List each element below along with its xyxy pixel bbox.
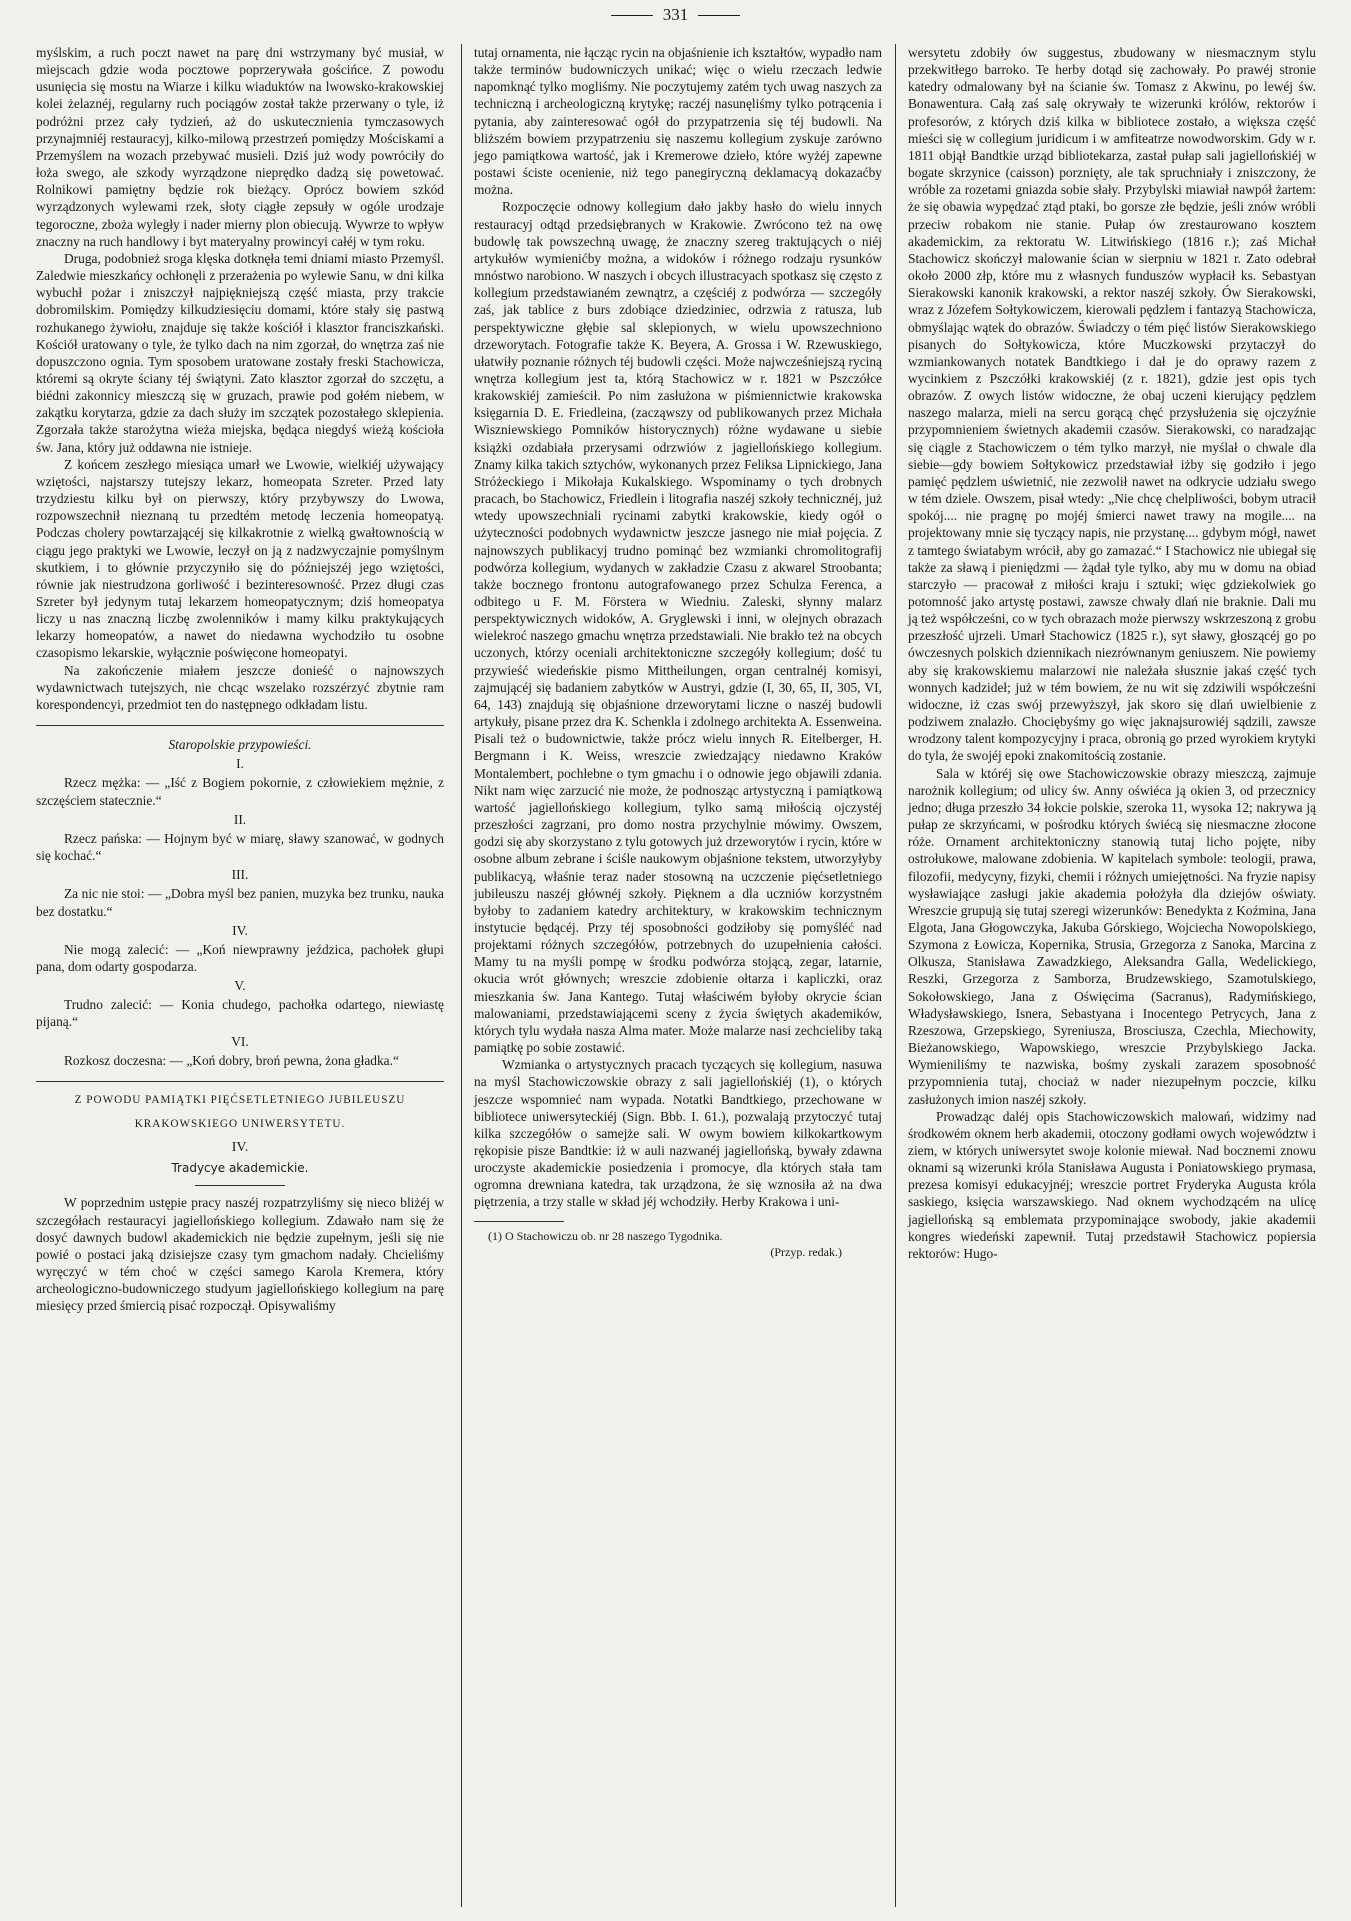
proverb-number: II. — [233, 811, 247, 827]
paragraph: Prowadząc daléj opis Stachowiczowskich malowań, widzimy nad środkowém oknem herb akademii, otoczony godłami owych województw i ziem, w których uniwersytet swoje kolonie miewał. Nad bocznemi znowu oknami są wizerunki króla Stanisława Augusta i Poniatowskiego prymasa, prezesa komisyi edukacyjnéj; wreszcie portret Fryderyka Augusta króla saskiego, księcia warszawskiego. Nad oknem wychodzącém na ulicę jagiellońską są emblemata przypominające swobody, jakie akademii kongres wiedeński zapewnił. Tutaj przedstawił Stachowicz popiersia rektorów: Hugo- — [908, 1108, 1316, 1261]
header-rule-left — [611, 15, 653, 16]
paragraph: W poprzednim ustępie pracy naszéj rozpatrzyliśmy się nieco bliżéj w szczegółach restauracyi jagiellońskiego kollegium. Zdawało nam się że dosyć dawnych budowl akademickich nie będzie zupełnym, jeśli się nie powié o postaci jaką dzisiejsze czasy tym gmachom nadały. Chcieliśmy wyręczyć w tém choć w części samego Karola Kremera, który archeologiczno-budowniczego studyum jagiellońskiego kollegium na parę miesięcy przed śmiercią pisać rozpoczął. Opisywaliśmy — [36, 1195, 444, 1314]
proverb-text: Rzecz pańska: — Hojnym być w miarę, sławy szanować, w godnych się kochać.“ — [36, 830, 444, 864]
paragraph: Z końcem zeszłego miesiąca umarł we Lwowie, wielkiéj używający wziętości, najstarszy tutejszy lekarz, homeopata Szreter. Przed laty trzydziestu kilku był on pierwszy, który przybywszy do Lwowa, rozpowszechnił nieznaną tu przedtém metodę leczenia homeopatyą. Podczas cholery powtarzającéj się kilkakrotnie z wielką gwałtownością w ciągu jego praktyki we Lwowie, leczył on ją z nadzwyczajnie pomyślnym skutkiem, i to głównie przyczyniło się do późniejszéj jego wziętości, równie jak niestrudzona gorliwość i bezinteresowność. Przez długi czas Szreter był jedynym tutaj lekarzem homeopatycznym; dziś homeopatya liczy u nas znaczną liczbę zwolenników i mamy kilku praktykujących lekarzy homeopatów, a nawet do niedawna wychodziło tu osobne czasopismo lekarskie, wyłącznie poświęcone homeopatyi. — [36, 456, 444, 661]
header-rule-right — [698, 15, 740, 16]
proverb-number: III. — [231, 867, 249, 883]
paragraph: Wzmianka o artystycznych pracach tyczących się kollegium, nasuwa na myśl Stachowiczowskie obrazy z sali jagiellońskiéj (1), o których jeszcze wspomnieć nam wypada. Notatki Bandtkiego, przechowane w bibliotece uniwersyteckiéj (Sign. Bbb. I. 61.), pozwalają przytoczyć tutaj kilka szczegółów o samejże sali. W owym bowiem kilkokartkowym rękopisie pisze Bandtkie: iż w auli nazwanéj jagiellońską, bywały zdawna uroczyste akademickie posiedzenia i promocye, dla których stała tam ogromna drewniana katedra, tak urządzona, że się wznosiła aż na dwa piętrzenia, a trzy stalle w skład jéj wchodziły. Herby Krakowa i uni- — [474, 1057, 882, 1210]
proverb-text: Trudno zalecić: — Konia chudego, pachołka odartego, niewiastę pijaną.“ — [36, 997, 444, 1030]
jubilee-topic: Tradycye akademickie. — [171, 1161, 309, 1176]
page-header — [0, 4, 1351, 26]
page-number: 331 — [662, 5, 689, 24]
paragraph: wersytetu zdobiły ów suggestus, zbudowany w niesmacznym stylu przekwitłego barroko. Te herby dotąd się zachowały. Po prawéj stronie katedry odmalowany był na ścianie św. Tomasz z Akwinu, po lewéj św. Bonawentura. Całą zaś salę okrywały te wizerunki królów, rektorów i profesorów, z których dziś kilka w bibliotece zostało, a większa część mieści się w collegium juridicum i w amfiteatrze nowodworskim. Gdy w r. 1811 objął Bandtkie urząd bibliotekarza, zastał pułap sali jagiellońskiéj w bogate skrzynice (caisson) porznięty, ale tak spruchniały i zniszczony, że wróble za rozetami gniazda sobie słały. Przybylski miawiał nawpół żartem: że się obawia wypędzać ztąd ptaki, bo gorsze złe będzie, jeśli znów wróbli przeciw robakom nie stanie. Pułap ów zrestaurowano kosztem akademickim, za rektoratu W. Litwińskiego (1816 r.); zaś Michał Stachowicz skończył malowanie ścian w sierpniu w 1821 r. Zato odebrał około 2000 złp, które mu z własnych funduszów wypłacił ks. Sebastyan Sierakowski kanonik krakowski, a rektor naszéj szkoły. Ów Sierakowski, wraz z Józefem Sołtykowiczem, kierowali pędzlem i fantazyą Stachowicza, obmyślając wątek do obrazów. Świadczy o tém pięć listów Sierakowskiego pisanych do Sołtykowicza, które Muczkowski przytaczył do wzmiankowanych notatek Bandtkiego i dał je do oprawy razem z wycinkiem z Pszczółki krakowskiéj (z r. 1821), gdzie jest opis tych obrazów. Z owych listów widoczne, że obaj uczeni kierujący pędzlem naszego malarza, mieli na sercu gorącą chęć przysłużenia się ojczyźnie przypomnieniem świetnych akademii czasów. Sierakowski, co naradzając się ciągle z Stachowiczem o tém tylko marzył, nie myślał o chwale dla siebie—gdy bowiem Sołtykowicz przedstawiał iżby się godziło i jego pamięć pędzlem uświetnić, nie zezwolił nawet na odkrycie udziału swego w tém dziele. Owszem, pisał wtedy: „Nie chcę chelpliwości, bobym utracił spokój.... nie pragnę po mojéj śmierci nawet trawy na mogile.... na projektowany mnie się tyczący napis, nie przystanę.... gdybym mógł, nawet z tamtego światabym wrócił, aby go zamazać.“ I Stachowicz nie ubiegał się także za sławą i pieniędzmi — żądał tyle tylko, aby mu w domu na obiad starczyło — pracował z miłości kraju i sztuki; więc gdziekolwiek go potomność jako artystę postawi, zawsze chwały dlań nie braknie. Dali mu ją też współcześni, co w tych obrazach może pierwszy wskrzeszoną z grobu przeszłość ujrzeli. Umarł Stachowicz (1825 r.), syt sławy, głoszącéj go po ówczesnych polskich dziennikach niezrównanym geniuszem. Nie powiemy aby się krakowskiemu malarzowi nie należała słusznie jakaś część tych wonnych kadzideł; już w tém bowiem, że nu wit się zdziwili współcześni widoczne, iż czas swój przewyższył, jak skoro się dlań uwielbienie z podziwem znalazło. Chociębyśmy go więc jaknajsurowiéj sądzili, zawsze wrodzony talent kompozycyjny i praca, obronią go przed wyrokiem krytyki do tyla, że swojéj epoki znakomitością zostanie. — [908, 45, 1316, 764]
jubilee-subtitle: KRAKOWSKIEGO UNIWERSYTETU. — [134, 1117, 346, 1130]
title-rule — [195, 1185, 285, 1186]
column-divider — [461, 44, 462, 1907]
paragraph: Druga, podobnież sroga klęska dotknęła temi dniami miasto Przemyśl. Zaledwie mieszkańcy ochłonęli z przerażenia po wylewie Sanu, w dni kilka wybuchł pożar i zniszczył najpiękniejszą część miasta, przy trakcie dobromilskim. Pomiędzy kilkudziesięciu domami, które stały się pastwą rozhukanego żywiołu, znajduje się także kościół i klasztor franciszkański. Kościół uratowany o tyle, że tylko dach na nim zgorzał, do wnętrza zaś nie dopuszczono ognia. Tym sposobem uratowane zostały freski Stachowicza, któremi są okryte ściany téj świątyni. Zato klasztor zgorzał do szczętu, a biédni zakonnicy mieszczą się w gruzach, prawie pod gołém niebem, w zakątku korytarza, gdzie za dach służy im szczątek pozostałego sklepienia. Zgorzała także starożytna wieża miejska, będąca niegdyś wieżą kościoła św. Jana, który już oddawna nie istnieje. — [36, 250, 444, 455]
paragraph: tutaj ornamenta, nie łącząc rycin na objaśnienie ich kształtów, wypadło nam także terminów budowniczych unikać; więc o wielu rzeczach ledwie napomknąć tylko mogliśmy. Nie poczytujemy zatém tych uwag naszych za techniczną i archeologiczną krytykę; raczéj nasunęliśmy tylko potrącenia i pytania, aby zainteresować ogół do przypatrzenia się téj budowli. Na bliższém bowiem przypatrzeniu się naszemu kollegium zyskuje zarówno jego pamiątkowa wartość, jak i Kremerowe dzieło, które wyżéj zapewne postawi ściste ocenienie, niż tego panegiryczną deklamacyą dokazaćby można. — [474, 45, 882, 198]
jubilee-title: Z POWODU PAMIĄTKI PIĘĆSETLETNIEGO JUBILEUSZU — [74, 1093, 406, 1106]
proverbs-title: Staropolskie przypowieści. — [168, 737, 312, 753]
proverb-list — [36, 755, 444, 1069]
proverb-number: IV. — [232, 922, 248, 938]
column-divider — [895, 44, 896, 1907]
paragraph: Sala w któréj się owe Stachowiczowskie obrazy mieszczą, zajmuje narożnik kollegium; od ulicy św. Anny oświéca ją okien 3, od przecznicy jedno; długa przeszło 34 łokcie polskie, szeroka 11, wysoka 12; nakrywa ją pułap ze skrzyńcami, w pośrodku których świécą się niesmaczne złocone róże. Ornament architektoniczny stanowią tutaj licho pojęte, niby ostrołukowe, malowane zdobienia. W kapitelach symbole: teologii, prawa, filozofii, medycyny, fizyki, chemii i różnych umiejętności. Na fryzie napisy wysławiające zasługi jakie akademia położyła dla dziejów oświaty. Wreszcie grupują się tutaj szeregi wizerunków: Benedykta z Koźmina, Jana Elgota, Jana Głogowczyka, Jakuba Górskiego, Wojciecha Nowopolskiego, Szymona z Łowicza, Kopernika, Strusia, Grzegorza z Sanoka, Marcina z Olkusza, Stanisława Zawadzkiego, Aleksandra Galla, Wedelickiego, Reszki, Grzegorza z Samborza, Brudzewskiego, Szamotulskiego, Sokołowskiego, Jana z Oświęcima (Sacranus), Radymińskiego, Władysławskiego, Isnera, Sebastyana i Inocentego Petrycych, Jana z Rzeszowa, Grzepskiego, Syreniusza, Brosciusza, Czechla, Miechowity, Bieżanowskiego, Wapowskiego, wreszcie Przybylskiego Jacka. Wymieniliśmy te nazwiska, bośmy zyskali zarazem sposobność przypomnienia tutaj, chociaż w nader niezupełnym poczcie, kilku zasłużonych imion naszéj szkoły. — [908, 765, 1316, 1107]
footnote: (1) O Stachowiczu ob. nr 28 naszego Tygodnika. — [488, 1228, 723, 1243]
paragraph: Na zakończenie miałem jeszcze donieść o najnowszych wydawnictwach tutejszych, nie chcąc wszelako rozszérzyć zbytnie ram korespondencyi, przedmiot ten do następnego odkładam listu. — [36, 662, 444, 712]
section-divider — [36, 1081, 444, 1082]
proverb-text: Rzecz mężka: — „Iść z Bogiem pokornie, z człowiekiem mężnie, z szczęściem statecznie.“ — [36, 775, 444, 808]
column-3 — [908, 44, 1316, 1262]
footnote-signature: (Przyp. redak.) — [770, 1244, 842, 1259]
column-2 — [474, 44, 882, 1261]
paragraph: myślskim, a ruch poczt nawet na parę dni wstrzymany być musiał, w miejscach gdzie woda pocztowe poprzerywała gościńce. Z powodu usunięcia się mostu na Wiarze i kilku wiaduktów na lwowsko-krakowskiej kolei żelaznéj, regularny ruch pociągów został także przerwany o tyle, iż podróżni przez cały tydzień, aż do uskutecznienia tymczasowych przynajmniéj restauracyj, kilko-milową przestrzeń pomiędzy Mościskami a Przemyślem na wozach przebywać musieli. Dziś już wody powróciły do łoża swego, ale szkody wyrządzone nieprędko dadzą się powetować. Rolnikowi pamiętny będzie rok bieżący. Oprócz bowiem szkód wyrządzonych wylewami rzek, słoty ciągłe zepsuły w ogóle urodzaje tegoroczne, zboża wyległy i nader mierny plon obiecują. Wywrze to wpływ znaczny na ruch handlowy i byt materyalny prowincyi całéj w tym roku. — [36, 45, 444, 249]
jubilee-part-number: IV. — [231, 1140, 249, 1156]
column-1 — [36, 44, 444, 1314]
proverb-text: Nie mogą zalecić: — „Koń niewprawny jeździca, pachołek głupi pana, dom odarty gospodarza. — [36, 941, 444, 974]
footnote-rule — [474, 1221, 564, 1222]
paragraph: Rozpoczęcie odnowy kollegium dało jakby hasło do wielu innych restauracyj odtąd przedsiębranych w Krakowie. Zwrócono też na owę budowlę tak powszechną uwagę, że znaczny szereg traktujących o niéj artykułów wymienićby można, a widoków i różnego rodzaju rysunków mnóstwo narobiono. W naszych i obcych illustracyach spotkasz się często z kollegium przedstawianém zewnątrz, a częściéj z podwórza — szczegóły zaś, jak tablice z burs zdobiące dziedziniec, odrzwia z ratusza, lub perspektywiczne głębie sal sklepionych, w wielu upowszechniono drzeworytach. Fotografie także K. Beyera, A. Grossa i W. Rzewuskiego, ułatwiły poznanie różnych téj budowli części. Może najwcześniejszą ryciną wnętrza kollegium jest ta, którą Stachowicz w r. 1821 w Pszczółce krakowskiéj zamieścił. Po nim zasłużona w piśmiennictwie krakowska księgarnia D. E. Friedleina, (zacząwszy od publikowanych przez Michała Wiszniewskiego Pomników historycznych) różne wydawane u siebie książki ozdabiała przerysami odrzwiów z jagiellońskiego kollegium. Znamy kilka takich sztychów, wykonanych przez Feliksa Lipnickiego, Jana Stróżeckiego i Mikołaja Kukalskiego. Wspominamy o tych drobnych pracach, bo Stachowicz, Friedlein i litografia naszéj szkoły technicznéj, już wtedy upowszechniali rycinami zabytki krakowskie, kiedy ogół o użyteczności podobnych wydawnictw jeszcze jasnego nie miał pojęcia. Z najnowszych publikacyj trudno pominąć bez wzmianki chromolitografij podwórza kollegium, wydanych w zakładzie Czasu z akwarel Stroobanta; także bocznego frontonu autografowanego przez Schulza Ferenca, a odbitego u F. M. Förstera w Wiedniu. Zaleski, słynny malarz perspektywicznych widoków, A. Gryglewski i inni, w olejnych obrazach wielekroć naszego gmachu wnętrza przedstawiali. Nie brakło też na obcych uczonych, którzy oceniali architektoniczne szczegóły kollegium; dość tu przywieść wiedeńskie pismo Mittheilungen, organ centralnéj komisyi, zajmującéj się badaniem zabytków w Austryi, gdzie (I, 30, 65, II, 305, VI, 64, 143) znajdują się objaśnione drzeworytami liczne o naszéj budowli artykuły, pisane przez dra K. Schenkla i zdolnego architekta A. Essenweina. Pisali też o budownictwie, także prócz wielu innych R. Eitelberger, H. Bergmann i K. Weiss, wreszcie zwiedzający niedawno Kraków Montalembert, pochlebne o tym gmachu i o odnowie jego objawili zdania. Nikt nam więc zarzucić nie może, że podnosząc artystyczną i pamiątkową wartość jagiellońskiego kollegium, tylko samą miłością ojczystéj przeszłości zagrzani, pro domo nostra przychylnie mówimy. Owszem, godzi się aby skorzystano z tylu gotowych już drzeworytów i rycin, które w osobne album zebrane i ściśle naukowym objaśnione tekstem, utworzyłyby publikacyą, właśnie teraz nader stosowną na uczczenie pięćsetletniego jubileuszu naszéj głównéj szkoły. Pięknem a dla uczniów korzystném byłoby to zadaniem katedry architektury, w krakowskim technicznym instytucie będącéj. Przy téj sposobności godziłoby się pomyśléć nad projektami różnych szczegółów, potrzebnych do uzupełnienia całości. Mamy tu na myśli pompę w środku podwórza stojącą, zegar, latarnie, okucia wrót głównych; wreszcie zdobienie ołtarza i kapliczki, oraz mieszkania św. Jana Kantego. Tutaj właściwém byłoby okrycie ścian malowaniami, przedstawiającemi sceny z życia świętych akademików, których tylu wydała nasza Alma mater. Może malarze nasi zechcieliby taką pamiątkę po sobie zostawić. — [474, 199, 882, 1056]
proverb-number: VI. — [231, 1033, 249, 1049]
proverb-text: Za nic nie stoi: — „Dobra myśl bez panien, muzyka bez trunku, nauka bez dostatku.“ — [36, 886, 444, 919]
section-divider — [36, 725, 444, 726]
proverb-number: V. — [234, 978, 246, 994]
proverb-text: Rozkosz doczesna: — „Koń dobry, broń pewna, żona gładka.“ — [64, 1052, 399, 1068]
proverb-number: I. — [236, 756, 244, 772]
